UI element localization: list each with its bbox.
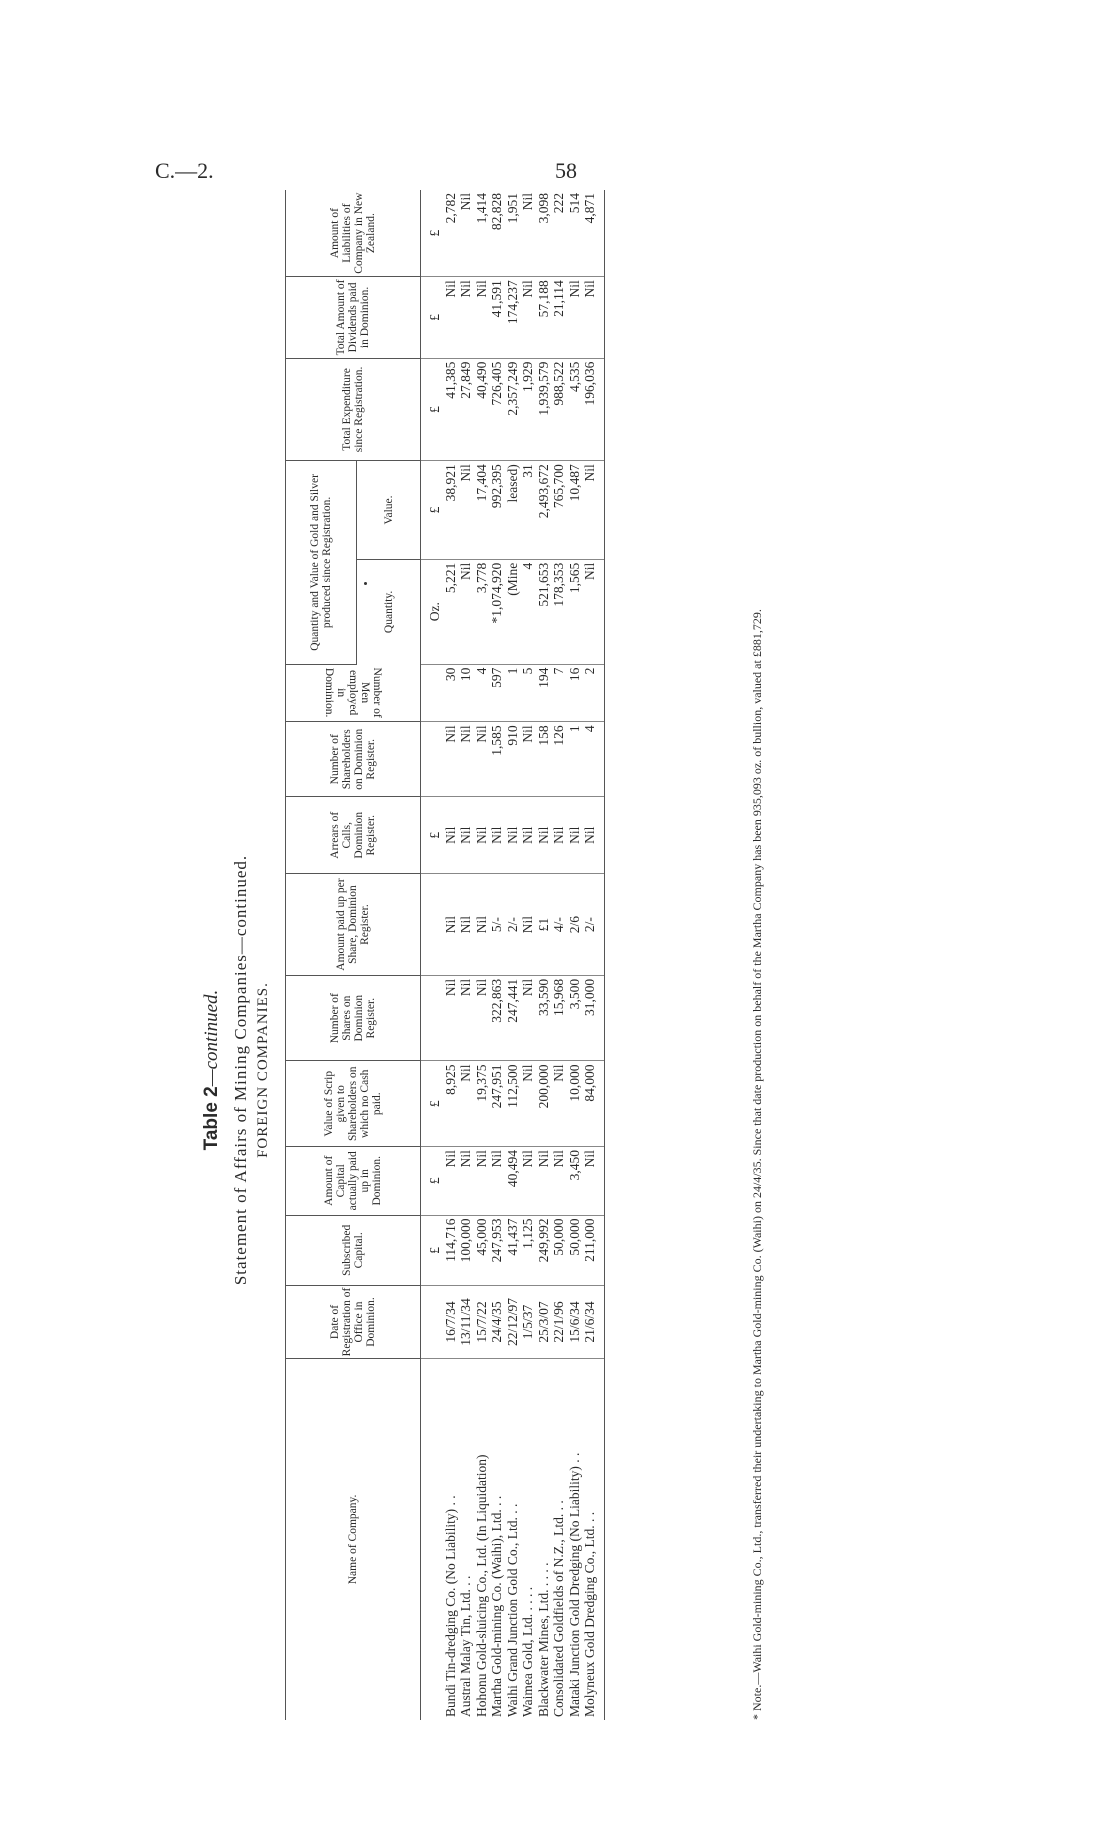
cell-arrears: Nil xyxy=(474,797,490,874)
cell-capital: 247,953 xyxy=(489,1215,505,1286)
company-name: Waihi Grand Junction Gold Co., Ltd. . . xyxy=(504,1503,520,1717)
cell-holders: 158 xyxy=(536,722,552,797)
unit-expenditure: £ xyxy=(421,358,443,461)
header-liabilities: Amount of Liabilities of Company in New Zealand. xyxy=(286,190,421,277)
unit-quantity: Oz. xyxy=(421,559,443,664)
cell-expenditure: 988,522 xyxy=(551,358,567,461)
table-row xyxy=(582,190,604,1720)
cell-holders: 1,585 xyxy=(489,722,505,797)
cell-per-share: 2/6 xyxy=(567,874,583,976)
unit-dividends: £ xyxy=(421,277,443,358)
company-name: Martha Gold-mining Co. (Waihi), Ltd. . . xyxy=(489,1495,504,1717)
header-quantity: Quantity. xyxy=(357,559,421,664)
cell-dividends: Nil xyxy=(567,277,583,358)
cell-expenditure: 2,357,249 xyxy=(505,358,521,461)
cell-date: 24/4/35 xyxy=(489,1286,505,1359)
cell-liabilities: 1,951 xyxy=(505,190,521,277)
cell-date: 13/11/34 xyxy=(458,1286,474,1359)
unit-arrears: £ xyxy=(421,797,443,874)
cell-scrip: Nil xyxy=(551,1061,567,1147)
cell-expenditure: 1,939,579 xyxy=(536,358,552,461)
cell-scrip: 112,500 xyxy=(505,1061,521,1147)
table-row xyxy=(551,190,567,1720)
cell-per-share: Nil xyxy=(520,874,536,976)
cell-paid-up: Nil xyxy=(443,1147,459,1215)
company-name: Waimea Gold, Ltd. . . . . xyxy=(520,1586,535,1717)
cell-paid-up: 40,494 xyxy=(505,1147,521,1215)
cell-shares: 247,441 xyxy=(505,975,521,1061)
table-row xyxy=(474,190,490,1720)
cell-expenditure: 41,385 xyxy=(443,358,459,461)
header-men: Number of Men employed in Dominion. xyxy=(286,664,421,722)
cell-value: 17,404 xyxy=(474,461,490,559)
cell-arrears: Nil xyxy=(567,797,583,874)
cell-capital: 1,125 xyxy=(520,1215,536,1286)
cell-shares: Nil xyxy=(474,975,490,1061)
cell-liabilities: Nil xyxy=(520,190,536,277)
cell-scrip: 200,000 xyxy=(536,1061,552,1147)
cell-dividends: Nil xyxy=(474,277,490,358)
cell-value: Nil xyxy=(582,461,604,559)
cell-quantity: 3,778 xyxy=(474,559,490,664)
header-dividends: Total Amount of Dividends paid in Dominion. xyxy=(286,277,421,358)
table-row xyxy=(567,190,583,1720)
cell-dividends: 41,591 xyxy=(489,277,505,358)
cell-paid-up: Nil xyxy=(474,1147,490,1215)
cell-capital: 41,437 xyxy=(505,1215,521,1286)
cell-liabilities: 222 xyxy=(551,190,567,277)
cell-quantity: *1,074,920 xyxy=(489,559,505,664)
cell-men: 1 xyxy=(505,664,521,722)
table-row xyxy=(505,190,521,1720)
table-row xyxy=(489,190,505,1720)
cell-holders: Nil xyxy=(458,722,474,797)
cell-men: 16 xyxy=(567,664,583,722)
header-date: Date of Registration of Office in Dominion. xyxy=(286,1286,421,1359)
cell-date: 15/7/22 xyxy=(474,1286,490,1359)
cell-quantity: 521,653 xyxy=(536,559,552,664)
rotated-table-block xyxy=(197,190,857,1720)
cell-men: 4 xyxy=(474,664,490,722)
header-paid-up: Amount of Capital actually paid up in Dominion. xyxy=(286,1147,421,1215)
cell-paid-up: Nil xyxy=(489,1147,505,1215)
cell-liabilities: 3,098 xyxy=(536,190,552,277)
cell-quantity: Nil xyxy=(582,559,604,664)
cell-scrip: 19,375 xyxy=(474,1061,490,1147)
cell-arrears: Nil xyxy=(489,797,505,874)
category-heading: FOREIGN COMPANIES. xyxy=(255,982,271,1158)
cell-liabilities: 82,828 xyxy=(489,190,505,277)
cell-scrip: Nil xyxy=(458,1061,474,1147)
cell-liabilities: 514 xyxy=(567,190,583,277)
header-holders: Number of Shareholders on Dominion Register. xyxy=(286,722,421,797)
cell-holders: Nil xyxy=(520,722,536,797)
cell-capital: 211,000 xyxy=(582,1215,604,1286)
cell-per-share: 4/- xyxy=(551,874,567,976)
cell-scrip: 84,000 xyxy=(582,1061,604,1147)
cell-arrears: Nil xyxy=(443,797,459,874)
header-row xyxy=(286,190,357,1720)
cell-dividends: Nil xyxy=(582,277,604,358)
cell-per-share: Nil xyxy=(443,874,459,976)
cell-expenditure: 40,490 xyxy=(474,358,490,461)
cell-holders: Nil xyxy=(474,722,490,797)
cell-paid-up: Nil xyxy=(551,1147,567,1215)
cell-capital: 249,992 xyxy=(536,1215,552,1286)
cell-date: 21/6/34 xyxy=(582,1286,604,1359)
cell-capital: 45,000 xyxy=(474,1215,490,1286)
footnote: * Note.—Waihi Gold-mining Co., Ltd., transferred their undertaking to Martha Gold-mining Co. (Waihi) on 24/4/35. Since that date production on behalf of the Martha Company has been 935,093 oz. of bullion, valued at £881,729. xyxy=(750,609,764,1720)
header-value: Value. xyxy=(357,461,421,559)
cell-men: 7 xyxy=(551,664,567,722)
cell-holders: 4 xyxy=(582,722,604,797)
cell-paid-up: 3,450 xyxy=(567,1147,583,1215)
unit-value: £ xyxy=(421,461,443,559)
cell-paid-up: Nil xyxy=(520,1147,536,1215)
cell-dividends: 57,188 xyxy=(536,277,552,358)
company-name: Austral Malay Tin, Ltd. . . xyxy=(458,1575,473,1717)
cell-holders: 910 xyxy=(505,722,521,797)
cell-shares: 322,863 xyxy=(489,975,505,1061)
cell-dividends: Nil xyxy=(458,277,474,358)
cell-value: 31 xyxy=(520,461,536,559)
cell-scrip: 247,951 xyxy=(489,1061,505,1147)
table-row xyxy=(520,190,536,1720)
company-name: Blackwater Mines, Ltd. . . . . xyxy=(535,1562,551,1717)
company-name: Molyneux Gold Dredging Co., Ltd. . . xyxy=(582,1358,604,1720)
cell-capital: 50,000 xyxy=(551,1215,567,1286)
cell-per-share: £1 xyxy=(536,874,552,976)
unit-liabilities: £ xyxy=(421,190,443,277)
cell-value: 38,921 xyxy=(443,461,459,559)
cell-quantity: (Mine xyxy=(505,559,521,664)
cell-expenditure: 1,929 xyxy=(520,358,536,461)
cell-men: 5 xyxy=(520,664,536,722)
unit-capital: £ xyxy=(421,1215,443,1286)
cell-capital: 50,000 xyxy=(567,1215,583,1286)
company-name: Hohonu Gold-sluicing Co., Ltd. (In Liquidation) xyxy=(473,1454,489,1717)
cell-liabilities: Nil xyxy=(458,190,474,277)
cell-date: 25/3/07 xyxy=(536,1286,552,1359)
cell-per-share: 5/- xyxy=(489,874,505,976)
table-row xyxy=(443,190,459,1720)
cell-quantity: 178,353 xyxy=(551,559,567,664)
cell-scrip: Nil xyxy=(520,1061,536,1147)
company-name: Mataki Junction Gold Dredging (No Liability) . . xyxy=(566,1452,582,1717)
cell-shares: Nil xyxy=(520,975,536,1061)
cell-shares: 3,500 xyxy=(567,975,583,1061)
cell-expenditure: 4,535 xyxy=(567,358,583,461)
cell-date: 1/5/37 xyxy=(520,1286,536,1359)
company-name: Bundi Tin-dredging Co. (No Liability) . . xyxy=(442,1495,458,1717)
cell-quantity: 4 xyxy=(520,559,536,664)
cell-per-share: Nil xyxy=(458,874,474,976)
cell-paid-up: Nil xyxy=(458,1147,474,1215)
units-row xyxy=(421,190,443,1720)
cell-men: 194 xyxy=(536,664,552,722)
cell-shares: 31,000 xyxy=(582,975,604,1061)
cell-arrears: Nil xyxy=(536,797,552,874)
header-name: Name of Company. xyxy=(286,1358,421,1720)
cell-men: 2 xyxy=(582,664,604,722)
cell-per-share: 2/- xyxy=(505,874,521,976)
cell-per-share: Nil xyxy=(474,874,490,976)
company-name: Consolidated Goldfields of N.Z., Ltd. . . xyxy=(551,1500,566,1717)
cell-date: 22/12/97 xyxy=(505,1286,521,1359)
cell-liabilities: 4,871 xyxy=(582,190,604,277)
table-row xyxy=(536,190,552,1720)
cell-dividends: 174,237 xyxy=(505,277,521,358)
table-title: Table 2—continued. xyxy=(201,989,222,1151)
cell-expenditure: 27,849 xyxy=(458,358,474,461)
header-expenditure: Total Expenditure since Registration. xyxy=(286,358,421,461)
cell-quantity: 1,565 xyxy=(567,559,583,664)
cell-holders: 126 xyxy=(551,722,567,797)
cell-value: 765,700 xyxy=(551,461,567,559)
cell-liabilities: 2,782 xyxy=(443,190,459,277)
cell-date: 22/1/96 xyxy=(551,1286,567,1359)
cell-paid-up: Nil xyxy=(536,1147,552,1215)
cell-holders: 1 xyxy=(567,722,583,797)
cell-value: 10,487 xyxy=(567,461,583,559)
cell-arrears: Nil xyxy=(551,797,567,874)
cell-arrears: Nil xyxy=(458,797,474,874)
cell-value: Nil xyxy=(458,461,474,559)
statement-heading: Statement of Affairs of Mining Companies—continued. xyxy=(231,854,250,1286)
header-gold-group: Quantity and Value of Gold and Silver produced since Registration. xyxy=(286,461,357,664)
header-shares: Number of Shares on Dominion Register. xyxy=(286,975,421,1061)
cell-liabilities: 1,414 xyxy=(474,190,490,277)
header-arrears: Arrears of Calls, Dominion Register. xyxy=(286,797,421,874)
cell-shares: Nil xyxy=(443,975,459,1061)
cell-quantity: Nil xyxy=(458,559,474,664)
cell-value: leased) xyxy=(505,461,521,559)
cell-shares: 33,590 xyxy=(536,975,552,1061)
cell-men: 10 xyxy=(458,664,474,722)
cell-men: 597 xyxy=(489,664,505,722)
cell-dividends: Nil xyxy=(520,277,536,358)
cell-value: 992,395 xyxy=(489,461,505,559)
cell-shares: 15,968 xyxy=(551,975,567,1061)
header-scrip: Value of Scrip given to Shareholders on which no Cash paid. xyxy=(286,1061,421,1147)
cell-paid-up: Nil xyxy=(582,1147,604,1215)
cell-holders: Nil xyxy=(443,722,459,797)
cell-expenditure: 726,405 xyxy=(489,358,505,461)
cell-arrears: Nil xyxy=(582,797,604,874)
cell-capital: 100,000 xyxy=(458,1215,474,1286)
cell-date: 15/6/34 xyxy=(567,1286,583,1359)
cell-scrip: 8,925 xyxy=(443,1061,459,1147)
cell-per-share: 2/- xyxy=(582,874,604,976)
cell-value: 2,493,672 xyxy=(536,461,552,559)
unit-paid-up: £ xyxy=(421,1147,443,1215)
cell-dividends: 21,114 xyxy=(551,277,567,358)
cell-date: 16/7/34 xyxy=(443,1286,459,1359)
unit-scrip: £ xyxy=(421,1061,443,1147)
cell-men: 30 xyxy=(443,664,459,722)
cell-dividends: Nil xyxy=(443,277,459,358)
cell-capital: 114,716 xyxy=(443,1215,459,1286)
table-row xyxy=(458,190,474,1720)
cell-expenditure: 196,036 xyxy=(582,358,604,461)
mining-companies-table xyxy=(285,190,605,1720)
page-number: 58 xyxy=(555,158,577,183)
cell-arrears: Nil xyxy=(505,797,521,874)
header-per-share: Amount paid up per Share, Dominion Register. xyxy=(286,874,421,976)
header-capital: Subscribed Capital. xyxy=(286,1215,421,1286)
cell-arrears: Nil xyxy=(520,797,536,874)
cell-shares: Nil xyxy=(458,975,474,1061)
cell-quantity: 5,221 xyxy=(443,559,459,664)
page-section-code: C.—2. xyxy=(155,158,214,183)
cell-scrip: 10,000 xyxy=(567,1061,583,1147)
